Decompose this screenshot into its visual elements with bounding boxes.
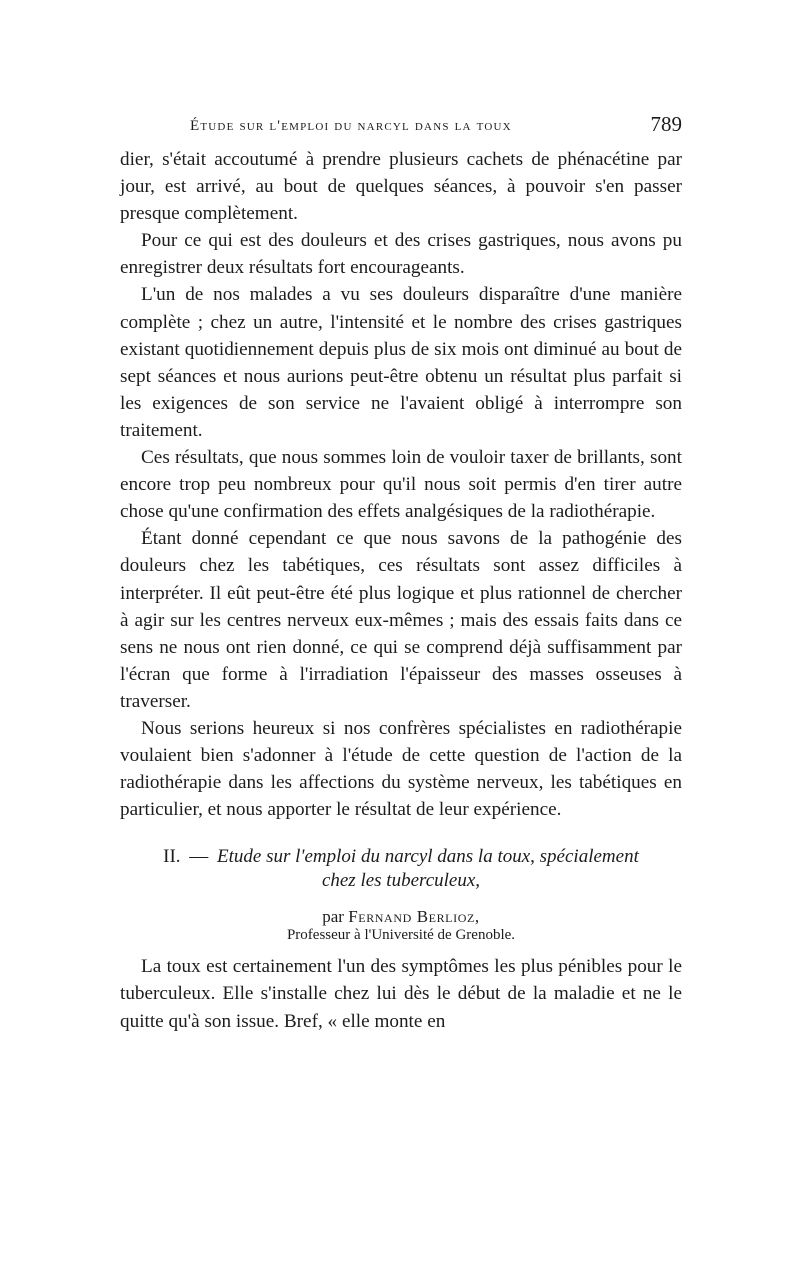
book-page xyxy=(120,112,682,1035)
section-number: II. xyxy=(163,846,181,868)
section-heading xyxy=(120,845,682,893)
byline-prefix: par xyxy=(322,907,344,927)
section-title-line1: Etude sur l'emploi du narcyl dans la toux, spécialement xyxy=(217,846,639,868)
paragraph-patient-results: L'un de nos malades a vu ses douleurs disparaître d'une manière complète ; chez un autre, l'intensité et le nombre des crises gastriques existant quotidiennement depuis plus de six mois ont diminué au bout de sept séances et nous aurions peut-être obtenu un résultat plus parfait si les exigences de son service ne l'avaient obligé à interrompre son traitement. xyxy=(120,284,682,441)
paragraph-pathogeny: Étant donné cependant ce que nous savons de la pathogénie des douleurs chez les tabétiques, ces résultats sont assez difficiles à interpréter. Il eût peut-être été plus logique et plus rationnel de chercher à agir sur les centres nerveux eux-mêmes ; mais des essais faits dans ce sens ne nous ont rien donné, ce qui se comprend déjà suffisamment par l'écran que forme à l'irradiation l'épaisseur des masses osseuses à traverser. xyxy=(120,528,682,712)
paragraph-cough-intro: La toux est certainement l'un des symptômes les plus pénibles pour le tuberculeux. Elle s'installe chez lui dès le début de la maladie et ne le quitte qu'à son issue. Bref, « elle monte en xyxy=(120,956,682,1032)
running-head xyxy=(120,112,682,146)
author-affiliation: Professeur à l'Université de Grenoble. xyxy=(286,927,516,944)
section-title-line2: chez les tuberculeux, xyxy=(321,870,481,892)
paragraph-gastric-crises: Pour ce qui est des douleurs et des crises gastriques, nous avons pu enregistrer deux résultats fort encourageants. xyxy=(120,230,682,279)
paragraph-analgesic-effects: Ces résultats, que nous sommes loin de vouloir taxer de brillants, sont encore trop peu nombreux pour qu'il nous soit permis d'en tirer autre chose qu'une confirmation des effets analgésiques de la radiothérapie. xyxy=(120,447,682,523)
running-title: Étude sur l'emploi du narcyl dans la toux xyxy=(190,118,512,134)
section-dash: — xyxy=(189,846,209,868)
author-name: Fernand Berlioz, xyxy=(348,907,480,927)
paragraph-continued: dier, s'était accoutumé à prendre plusieurs cachets de phénacétine par jour, est arrivé, au bout de quelques séances, à pouvoir s'en passer presque complètement. xyxy=(120,149,682,225)
byline xyxy=(120,907,682,926)
body-text xyxy=(120,146,682,823)
section-body xyxy=(120,953,682,1034)
page-number: 789 xyxy=(650,112,682,136)
paragraph-call-to-colleagues: Nous serions heureux si nos confrères spécialistes en radiothérapie voulaient bien s'adonner à l'étude de cette question de l'action de la radiothérapie dans les affections du système nerveux, les tabétiques en particulier, et nous apporter le résultat de leur expérience. xyxy=(120,717,682,821)
